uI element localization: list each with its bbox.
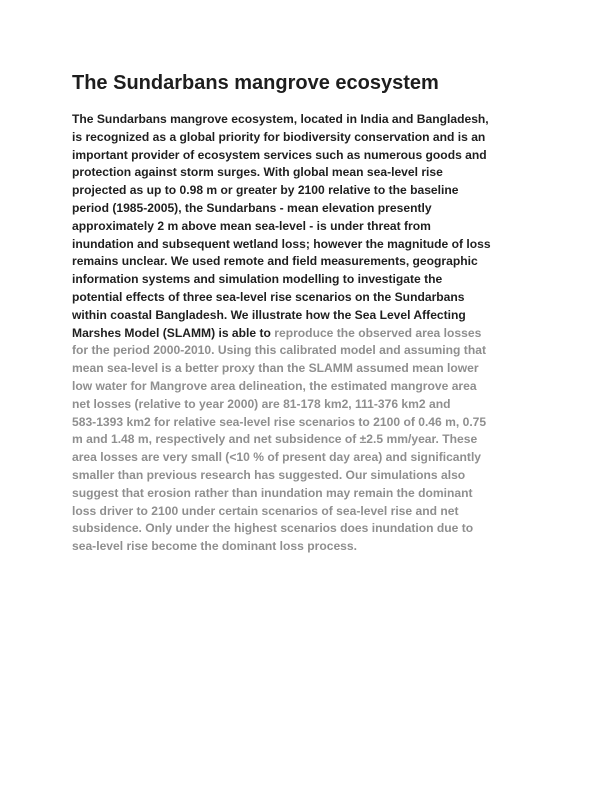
abstract-line xyxy=(72,520,547,538)
abstract-line xyxy=(72,200,547,218)
abstract-line-text: approximately 2 m above mean sea-level - is under threat from xyxy=(72,218,431,233)
abstract-line xyxy=(72,129,547,147)
page-title: The Sundarbans mangrove ecosystem xyxy=(72,72,439,94)
abstract-line-text: projected as up to 0.98 m or greater by 2100 relative to the baseline xyxy=(72,183,459,198)
abstract-line-text-faded: reproduce the observed area losses xyxy=(274,325,482,340)
abstract-line xyxy=(72,218,547,236)
abstract-line xyxy=(72,271,547,289)
abstract-line xyxy=(72,182,547,200)
abstract-line xyxy=(72,378,547,396)
abstract-line xyxy=(72,307,547,325)
abstract-line xyxy=(72,485,547,503)
abstract-line-text: inundation and subsequent wetland loss; however the magnitude of loss xyxy=(72,236,491,251)
abstract-line-text-faded: suggest that erosion rather than inundation may remain the dominant xyxy=(72,485,473,500)
abstract-line xyxy=(72,325,547,343)
abstract-line xyxy=(72,111,547,129)
abstract-line-text-faded: net losses (relative to year 2000) are 81-178 km2, 111-376 km2 and xyxy=(72,396,451,411)
abstract-line-text-faded: sea-level rise become the dominant loss process. xyxy=(72,539,357,554)
abstract-line-text: information systems and simulation modelling to investigate the xyxy=(72,272,443,287)
abstract-line xyxy=(72,253,547,271)
abstract-line-text: potential effects of three sea-level rise scenarios on the Sundarbans xyxy=(72,289,465,304)
abstract-line xyxy=(72,147,547,165)
abstract-line-text: is recognized as a global priority for biodiversity conservation and is an xyxy=(72,129,486,144)
abstract-line-text-faded: for the period 2000-2010. Using this calibrated model and assuming that xyxy=(72,343,486,358)
abstract-line-text-faded: low water for Mangrove area delineation, the estimated mangrove area xyxy=(72,378,477,393)
abstract-line-text-faded: area losses are very small (<10 % of present day area) and significantly xyxy=(72,450,482,465)
abstract-line xyxy=(72,360,547,378)
abstract-line-text-faded: m and 1.48 m, respectively and net subsidence of ±2.5 mm/year. These xyxy=(72,432,478,447)
abstract-line xyxy=(72,164,547,182)
abstract-line-text: period (1985-2005), the Sundarbans - mean elevation presently xyxy=(72,200,432,215)
abstract-line xyxy=(72,342,547,360)
abstract-line-text: protection against storm surges. With global mean sea-level rise xyxy=(72,165,443,180)
abstract-line xyxy=(72,236,547,254)
abstract-line xyxy=(72,538,547,556)
abstract-line xyxy=(72,503,547,521)
abstract-line-text-faded: 583-1393 km2 for relative sea-level rise scenarios to 2100 of 0.46 m, 0.75 xyxy=(72,414,487,429)
abstract-line xyxy=(72,467,547,485)
abstract-line xyxy=(72,289,547,307)
abstract-line-text: Marshes Model (SLAMM) is able to xyxy=(72,325,275,340)
abstract-line xyxy=(72,396,547,414)
abstract-line-text: important provider of ecosystem services such as numerous goods and xyxy=(72,147,487,162)
abstract-line-text-faded: smaller than previous research has suggested. Our simulations also xyxy=(72,467,466,482)
abstract-line-text: remains unclear. We used remote and field measurements, geographic xyxy=(72,254,478,269)
abstract-paragraph xyxy=(72,111,547,556)
abstract-line-text-faded: subsidence. Only under the highest scenarios does inundation due to xyxy=(72,521,474,536)
abstract-line xyxy=(72,449,547,467)
abstract-line-text: within coastal Bangladesh. We illustrate how the Sea Level Affecting xyxy=(72,307,466,322)
abstract-line xyxy=(72,431,547,449)
abstract-line-text-faded: loss driver to 2100 under certain scenarios of sea-level rise and net xyxy=(72,503,459,518)
abstract-line-text: The Sundarbans mangrove ecosystem, located in India and Bangladesh, xyxy=(72,112,489,126)
abstract-line xyxy=(72,414,547,432)
abstract-line-text-faded: mean sea-level is a better proxy than the SLAMM assumed mean lower xyxy=(72,361,479,376)
